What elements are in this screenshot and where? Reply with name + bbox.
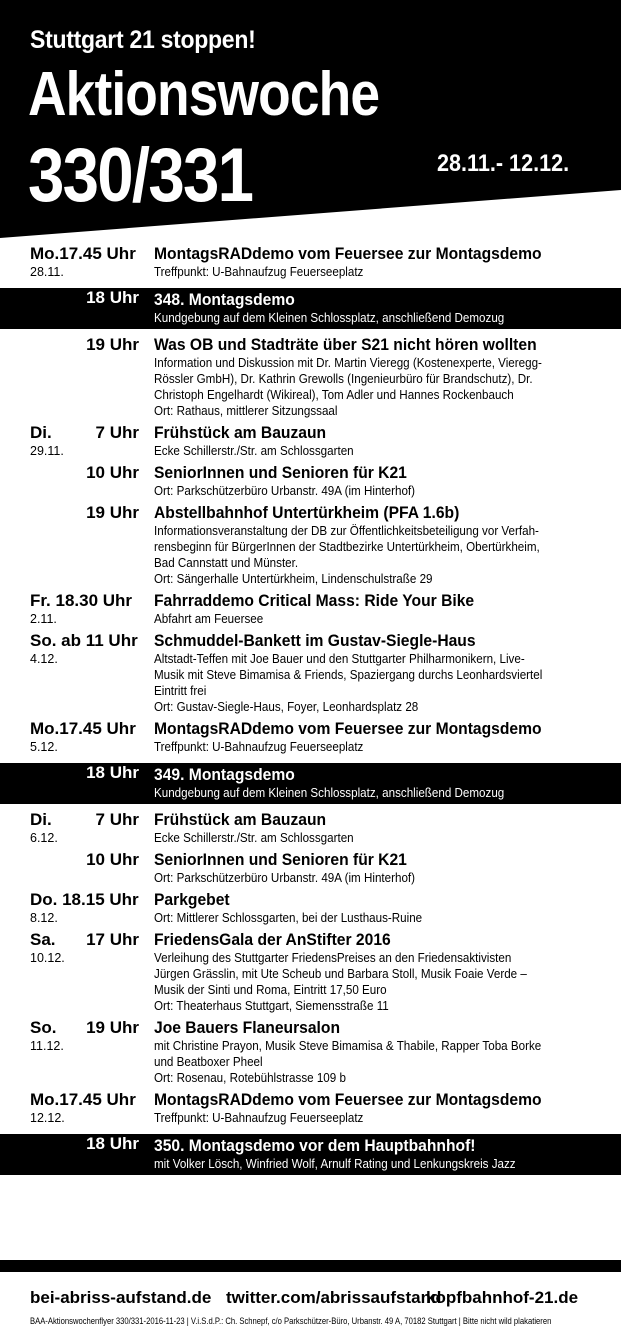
event-date: 10.12. [30,951,65,965]
event-time: 19 Uhr [86,1018,139,1037]
event-time: 10 Uhr [86,850,139,869]
event-body [154,850,601,886]
event-day: Do. 18.15 Uhr [30,890,139,909]
event-row [0,503,621,587]
event-title: 348. Montagsdemo [154,290,295,309]
event-title: Abstellbahnhof Untertürkheim (PFA 1.6b) [154,503,460,522]
event-row [0,591,621,627]
event-title: Was OB und Stadträte über S21 nicht hören wollten [154,335,537,354]
event-row [0,1090,621,1126]
event-detail-line: Ort: Mittlerer Schlossgarten, bei der Lusthaus-Ruine [154,911,423,925]
event-date: 5.12. [30,740,58,754]
event-date: 2.11. [30,612,57,626]
event-body [154,244,601,280]
event-detail-line: mit Volker Lösch, Winfried Wolf, Arnulf Rating und Lenkungskreis Jazz [154,1157,516,1171]
event-detail-line: Kundgebung auf dem Kleinen Schlossplatz, anschließend Demozug [154,786,505,800]
event-detail-line: Ort: Parkschützerbüro Urbanstr. 49A (im Hinterhof) [154,484,416,498]
event-row [0,244,621,280]
event-detail-line: Informationsveranstaltung der DB zur Öffentlichkeitsbeteiligung vor Verfah- [154,524,539,538]
event-day: So. [30,1018,57,1037]
event-row [0,335,621,419]
event-day: Mo.17.45 Uhr [30,244,136,263]
event-body [154,591,601,627]
event-detail-line: Bad Cannstatt und Münster. [154,556,299,570]
event-body [154,719,601,755]
event-detail-line: Information und Diskussion mit Dr. Martin Vieregg (Kostenexperte, Vieregg- [154,356,542,370]
event-time: 10 Uhr [86,463,139,482]
event-highlight-row [0,1134,621,1175]
event-detail-line: und Beatboxer Pheel [154,1055,263,1069]
event-detail-line: Musik der Sinti und Roma, Eintritt 17,50 Euro [154,983,387,997]
event-detail-line: Ort: Rathaus, mittlerer Sitzungssaal [154,404,338,418]
event-day: Mo.17.45 Uhr [30,719,136,738]
event-detail-line: Verleihung des Stuttgarter FriedensPreises an den Friedensaktivisten [154,951,512,965]
event-day: Sa. [30,930,56,949]
event-title: FriedensGala der AnStifter 2016 [154,930,391,949]
event-row [0,423,621,459]
event-time: 19 Uhr [86,335,139,354]
event-body [154,1090,601,1126]
event-detail-line: Altstadt-Teffen mit Joe Bauer und den Stuttgarter Philharmonikern, Live- [154,652,525,666]
event-body [154,290,601,326]
footer [0,1260,621,1335]
event-time: 18 Uhr [86,288,139,307]
event-detail-line: Treffpunkt: U-Bahnaufzug Feuerseeplatz [154,1111,364,1125]
event-row [0,463,621,499]
header-title: Aktionswoche [28,60,380,129]
event-list [0,244,621,1181]
event-title: MontagsRADdemo vom Feuersee zur Montagsdemo [154,244,542,263]
event-body [154,423,601,459]
event-time: 18 Uhr [86,1134,139,1153]
event-row [0,810,621,846]
event-date: 28.11. [30,265,64,279]
event-title: Fahrraddemo Critical Mass: Ride Your Bike [154,591,475,610]
event-detail-line: Treffpunkt: U-Bahnaufzug Feuerseeplatz [154,265,364,279]
event-row [0,719,621,755]
event-date: 29.11. [30,444,64,458]
event-title: SeniorInnen und Senioren für K21 [154,850,407,869]
event-detail-line: Ort: Sängerhalle Untertürkheim, Lindenschulstraße 29 [154,572,433,586]
header-kicker: Stuttgart 21 stoppen! [30,26,256,54]
event-date: 12.12. [30,1111,65,1125]
header-dates: 28.11.- 12.12. [437,150,570,177]
event-row [0,930,621,1014]
event-detail-line: Ort: Rosenau, Rotebühlstrasse 109 b [154,1071,346,1085]
event-detail-line: Ort: Theaterhaus Stuttgart, Siemensstraße 11 [154,999,389,1013]
event-body [154,930,601,1014]
event-detail-line: Kundgebung auf dem Kleinen Schlossplatz, anschließend Demozug [154,311,505,325]
event-detail-line: Abfahrt am Feuersee [154,612,264,626]
footer-link-twitter[interactable]: twitter.com/abrissaufstand [226,1288,442,1307]
event-title: 349. Montagsdemo [154,765,295,784]
event-body [154,463,601,499]
event-day: So. ab 11 Uhr [30,631,138,650]
event-time: 19 Uhr [86,503,139,522]
footer-link-website[interactable]: bei-abriss-aufstand.de [30,1288,212,1307]
event-row [0,850,621,886]
event-title: 350. Montagsdemo vor dem Hauptbahnhof! [154,1136,476,1155]
event-detail-line: mit Christine Prayon, Musik Steve Bimamisa & Thabile, Rapper Toba Borke [154,1039,542,1053]
event-detail-line: Ecke Schillerstr./Str. am Schlossgarten [154,444,354,458]
event-detail-line: Rössler GmbH), Dr. Kathrin Grewolls (Ingenieurbüro für Brandschutz), Dr. [154,372,533,386]
event-title: Schmuddel-Bankett im Gustav-Siegle-Haus [154,631,476,650]
event-highlight-row [0,288,621,329]
footer-imprint: BAA-Aktionswochenflyer 330/331-2016-11-23 | V.i.S.d.P.: Ch. Schnepf, c/o Parkschützer-Büro, Urbanstr. 49 A, 70182 Stuttgart | Bitte nicht wild plakatieren [30,1316,552,1326]
event-detail-line: Jürgen Grässlin, mit Ute Scheub und Barbara Stoll, Musik Foaie Verde – [154,967,527,981]
event-date: 6.12. [30,831,58,845]
event-title: Parkgebet [154,890,230,909]
event-body [154,890,601,926]
event-highlight-row [0,763,621,804]
event-day: Di. [30,423,52,442]
event-title: Frühstück am Bauzaun [154,810,327,829]
event-row [0,890,621,926]
event-date: 4.12. [30,652,58,666]
event-detail-line: Ort: Parkschützerbüro Urbanstr. 49A (im Hinterhof) [154,871,416,885]
event-row [0,631,621,715]
header [0,0,621,238]
event-title: Joe Bauers Flaneursalon [154,1018,341,1037]
event-detail-line: Christoph Engelhardt (Wikireal), Tom Adler und Hannes Rockenbauch [154,388,514,402]
event-detail-line: Treffpunkt: U-Bahnaufzug Feuerseeplatz [154,740,364,754]
event-detail-line: Ecke Schillerstr./Str. am Schlossgarten [154,831,354,845]
event-detail-line: Ort: Gustav-Siegle-Haus, Foyer, Leonhardsplatz 28 [154,700,419,714]
event-time: 17 Uhr [86,930,139,949]
event-date: 8.12. [30,911,58,925]
event-body [154,1018,601,1086]
event-body [154,335,601,419]
event-date: 11.12. [30,1039,64,1053]
event-body [154,503,601,587]
header-number: 330/331 [28,133,253,218]
event-day: Di. [30,810,52,829]
event-title: SeniorInnen und Senioren für K21 [154,463,407,482]
footer-rule [0,1260,621,1272]
event-detail-line: Eintritt frei [154,684,207,698]
event-body [154,765,601,801]
event-body [154,631,601,715]
event-title: MontagsRADdemo vom Feuersee zur Montagsdemo [154,1090,542,1109]
event-detail-line: rensbeginn für BürgerInnen der Stadtbezirke Untertürkheim, Obertürkheim, [154,540,540,554]
event-body [154,810,601,846]
event-day: Fr. 18.30 Uhr [30,591,133,610]
event-time: 7 Uhr [95,810,139,829]
footer-link-kopfbahnhof[interactable]: kopfbahnhof-21.de [426,1288,579,1307]
event-time: 7 Uhr [95,423,139,442]
event-day: Mo.17.45 Uhr [30,1090,136,1109]
event-title: Frühstück am Bauzaun [154,423,327,442]
event-time: 18 Uhr [86,763,139,782]
event-body [154,1136,601,1172]
event-detail-line: Musik mit Steve Bimamisa & Friends, Spaziergang durchs Leonhardsviertel [154,668,543,682]
event-title: MontagsRADdemo vom Feuersee zur Montagsdemo [154,719,542,738]
event-row [0,1018,621,1086]
